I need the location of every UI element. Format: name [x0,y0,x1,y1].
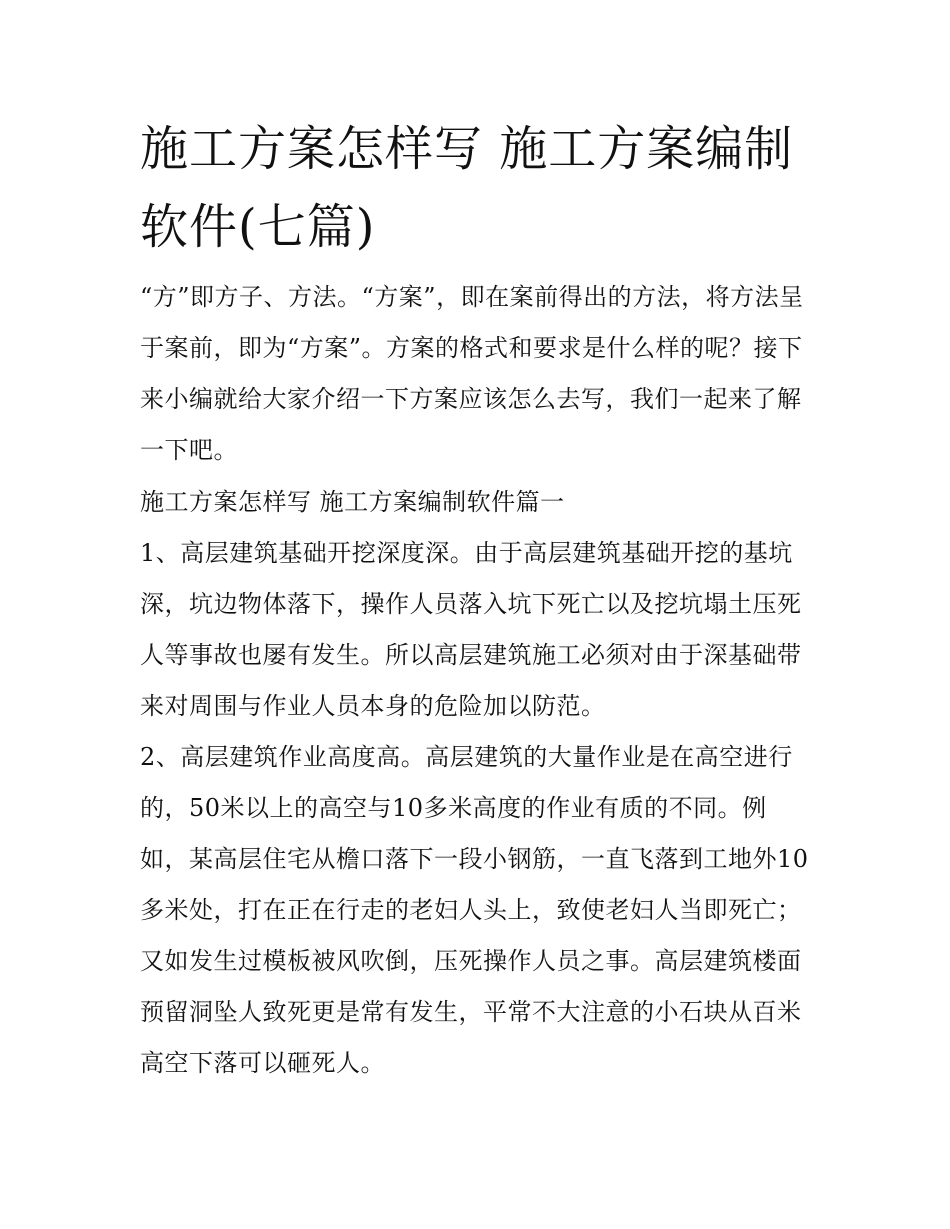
document-title: 施工方案怎样写 施工方案编制软件(七篇) [140,121,794,255]
intro-paragraph: “方”即方子、方法。“方案”，即在案前得出的方法，将方法呈于案前，即为“方案”。方案的格式和要求是什么样的呢？接下来小编就给大家介绍一下方案应该怎么去写，我们一起来了解一下吧。 [140,283,804,464]
list-item-1: 1、高层建筑基础开挖深度深。由于高层建筑基础开挖的基坑深，坑边物体落下，操作人员落入坑下死亡以及挖坑塌土压死人等事故也屡有发生。所以高层建筑施工必须对由于深基础带来对周围与作业人员本身的危险加以防范。 [140,539,802,720]
list-item-2: 2、高层建筑作业高度高。高层建筑的大量作业是在高空进行的，50米以上的高空与10多米高度的作业有质的不同。例如，某高层住宅从檐口落下一段小钢筋，一直飞落到工地外10多米处，打在正在行走的老妇人头上，致使老妇人当即死亡；又如发生过模板被风吹倒，压死操作人员之事。高层建筑楼面预留洞坠人致死更是常有发生，平常不大注意的小石块从百米高空下落可以砸死人。 [140,743,809,1077]
section-heading: 施工方案怎样写 施工方案编制软件篇一 [140,488,565,516]
document-page [140,110,815,1089]
